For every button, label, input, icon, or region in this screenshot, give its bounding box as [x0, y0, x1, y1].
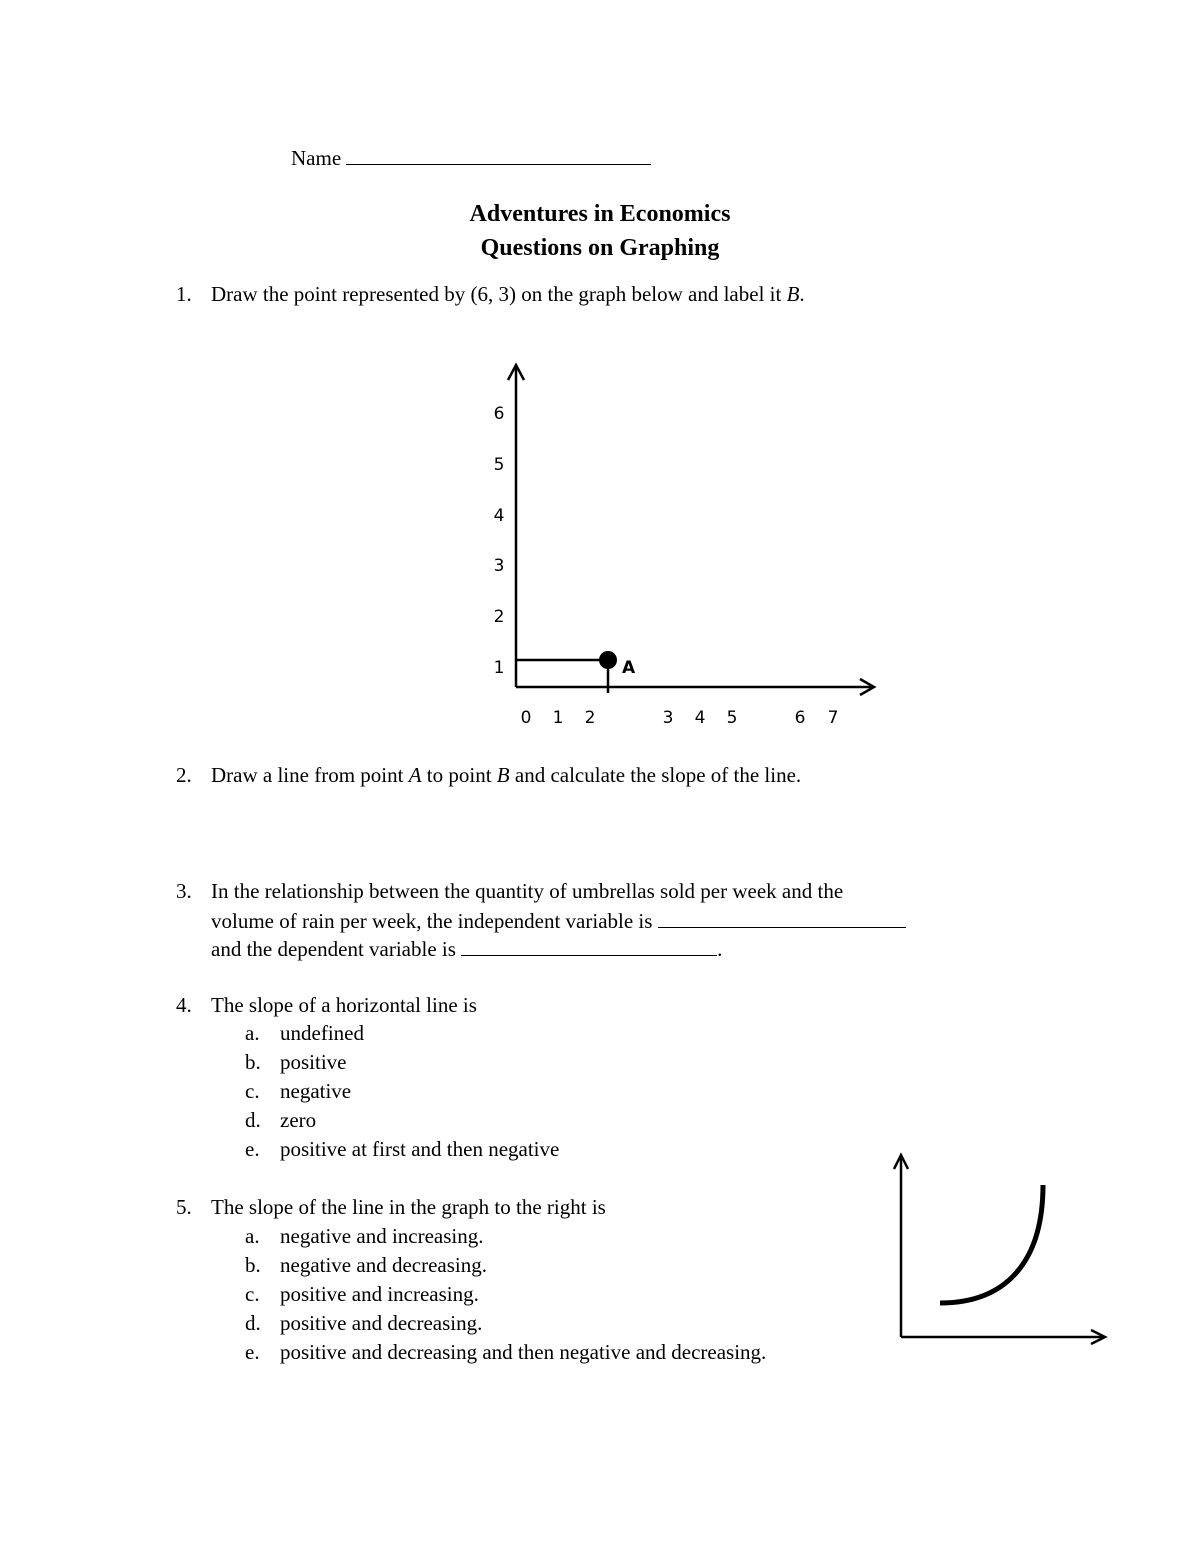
q4-option-letter: a. [245, 1021, 260, 1045]
x-tick-label: 5 [726, 708, 738, 728]
q2-text-part: Draw a line from point [211, 763, 409, 787]
name-field [291, 146, 651, 169]
q3-line2-text: volume of rain per week, the independent variable is [211, 909, 653, 933]
coordinate-graph [480, 355, 890, 735]
x-tick-label: 2 [584, 708, 596, 728]
q5-option-letter: e. [245, 1340, 260, 1364]
y-tick-label: 2 [493, 607, 505, 627]
q3-number: 3. [176, 879, 192, 903]
convex-increasing-curve [940, 1185, 1043, 1303]
name-blank[interactable] [346, 146, 651, 165]
q5-option-letter: d. [245, 1311, 261, 1335]
q3-line1: In the relationship between the quantity of umbrellas sold per week and the [211, 879, 844, 903]
page-title: Adventures in Economics [469, 201, 731, 227]
q4-question: The slope of a horizontal line is [211, 993, 477, 1017]
q2-text-part: to point [421, 763, 497, 787]
q3-line3 [211, 937, 722, 960]
q5-option-text[interactable]: negative and decreasing. [280, 1253, 487, 1277]
x-tick-label: 0 [520, 708, 532, 728]
q4-option-text[interactable]: positive at first and then negative [280, 1137, 560, 1161]
q5-option-letter: a. [245, 1224, 260, 1248]
point-a-label: A [622, 658, 636, 678]
q1-text-main: Draw the point represented by (6, 3) on the graph below and label it [211, 282, 787, 306]
q4-option-text[interactable]: negative [280, 1079, 352, 1103]
q1-var-b: B [786, 282, 800, 306]
independent-variable-blank[interactable] [658, 909, 906, 928]
q3-line3-end: . [717, 937, 723, 961]
q5-option-text[interactable]: positive and decreasing and then negative and decreasing. [280, 1340, 767, 1364]
q2-text-part: and calculate the slope of the line. [509, 763, 802, 787]
q4-option-letter: e. [245, 1137, 260, 1161]
q2-text [211, 765, 801, 786]
q5-option-text[interactable]: negative and increasing. [280, 1224, 484, 1248]
name-label: Name [291, 146, 342, 170]
q4-option-letter: b. [245, 1050, 261, 1074]
x-tick-label: 4 [694, 708, 706, 728]
q5-option-text[interactable]: positive and decreasing. [280, 1311, 483, 1335]
q4-number: 4. [176, 993, 192, 1017]
x-tick-label: 6 [794, 708, 806, 728]
x-tick-label: 7 [827, 708, 839, 728]
y-tick-label: 5 [493, 455, 505, 475]
x-tick-label: 3 [662, 708, 674, 728]
curve-graph [885, 1145, 1115, 1355]
q4-option-letter: c. [245, 1079, 260, 1103]
q3-line3-text: and the dependent variable is [211, 937, 456, 961]
q5-option-letter: b. [245, 1253, 261, 1277]
y-tick-label: 3 [493, 556, 505, 576]
point-a [599, 651, 617, 669]
q2-number: 2. [176, 763, 192, 787]
q1-number: 1. [176, 282, 192, 306]
q3-line2 [211, 909, 906, 932]
q5-number: 5. [176, 1195, 192, 1219]
q4-option-text[interactable]: undefined [280, 1021, 364, 1045]
q5-option-text[interactable]: positive and increasing. [280, 1282, 479, 1306]
q1-text-end: . [799, 282, 805, 306]
y-tick-label: 4 [493, 506, 505, 526]
q4-option-text[interactable]: zero [280, 1108, 317, 1132]
page-subtitle: Questions on Graphing [480, 235, 720, 261]
q5-question: The slope of the line in the graph to the right is [211, 1195, 606, 1219]
q5-option-letter: c. [245, 1282, 260, 1306]
q4-option-text[interactable]: positive [280, 1050, 347, 1074]
y-tick-label: 6 [493, 404, 505, 424]
q1-text [211, 284, 805, 305]
y-tick-label: 1 [493, 658, 505, 678]
x-tick-label: 1 [552, 708, 564, 728]
q2-var-b: B [496, 763, 510, 787]
q2-var-a: A [408, 763, 422, 787]
q4-option-letter: d. [245, 1108, 261, 1132]
dependent-variable-blank[interactable] [461, 937, 717, 956]
